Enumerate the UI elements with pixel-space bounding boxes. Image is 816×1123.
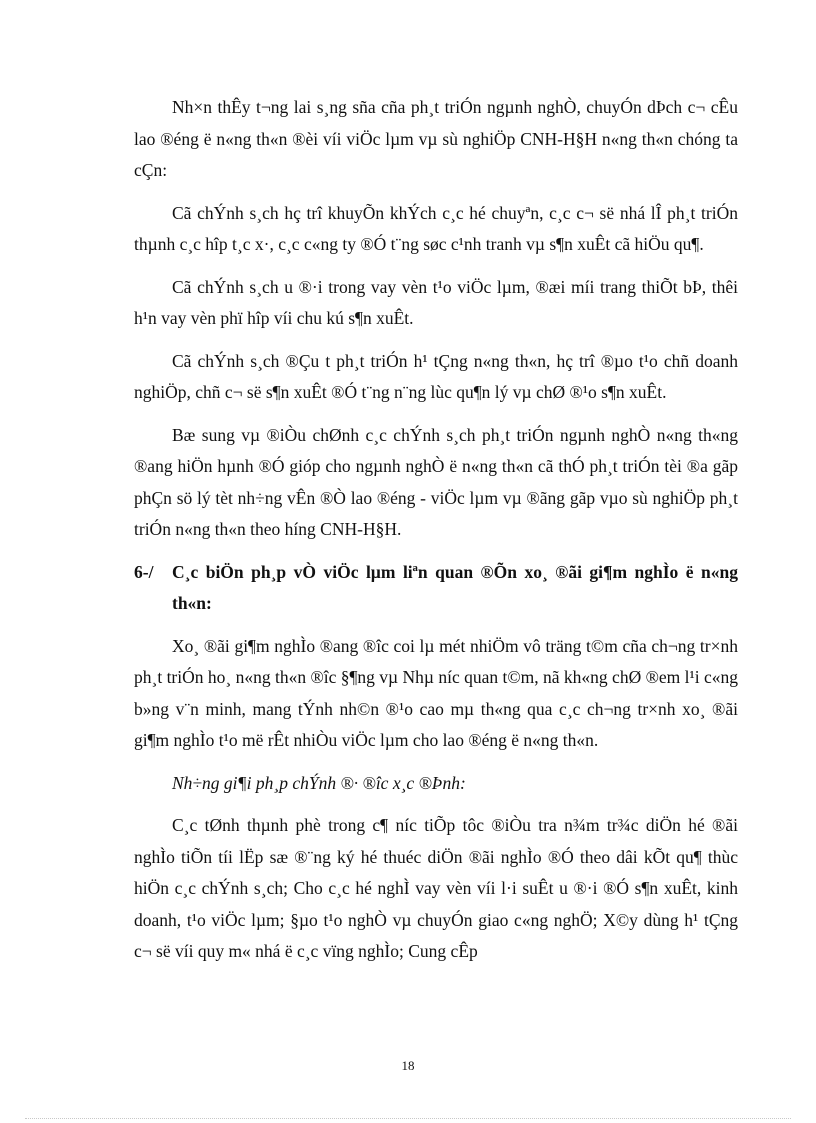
paragraph: Cã chÝnh s¸ch hç trî khuyÕn khÝch c¸c hé chuyªn, c¸c c¬ së nhá lÎ ph¸t triÓn thµnh c¸c hîp t¸c x·, c¸c c«ng ty ®Ó t¨ng søc c¹nh tranh vµ s¶n xuÊt cã hiÖu qu¶. xyxy=(134,202,738,254)
page-number: 18 xyxy=(401,1058,415,1073)
paragraph: C¸c tØnh thµnh phè trong c¶ níc tiÕp tôc ®iÒu tra n¾m tr¾c diÖn hé ®ãi nghÌo tiÕn tíi lËp sæ ®¨ng ký hé thuéc diÖn ®ãi nghÌo ®Ó theo dâi kÕt qu¶ thùc hiÖn c¸c chÝnh s¸ch; Cho c¸c hé nghÌ vay vèn víi l·i suÊt u ®·i ®Ó s¶n xuÊt, kinh doanh, t¹o viÖc lµm; §µo t¹o nghÒ vµ chuyÓn giao c«ng nghÖ; X©y dùng h¹ tÇng c¬ së víi quy m« nhá ë c¸c vïng nghÌo; Cung cÊp xyxy=(134,815,738,961)
section-heading xyxy=(134,557,738,620)
paragraph: Nh×n thÊy t¬ng lai s¸ng sña cña ph¸t triÓn ngµnh nghÒ, chuyÓn dÞch c¬ cÊu lao ®éng ë n«ng th«n ®èi víi viÖc lµm vµ sù nghiÖp CNH-H§H n«ng th«n chóng ta cÇn: xyxy=(134,97,738,180)
paragraph: Xo¸ ®ãi gi¶m nghÌo ®ang ®îc coi lµ mét nhiÖm vô träng t©m cña ch¬ng tr×nh ph¸t triÓn ho¸ n«ng th«n ®îc §¶ng vµ Nhµ níc quan t©m, nã kh«ng chØ ®em l¹i c«ng b»ng v¨n minh, mang tÝnh nh©n ®¹o cao mµ th«ng qua c¸c ch¬ng tr×nh xo¸ ®ãi gi¶m nghÌo t¹o më rÊt nhiÒu viÖc lµm cho lao ®éng ë n«ng th«n. xyxy=(134,635,738,750)
paragraph: Cã chÝnh s¸ch ®Çu t ph¸t triÓn h¹ tÇng n«ng th«n, hç trî ®µo t¹o chñ doanh nghiÖp, chñ c¬ së s¶n xuÊt ®Ó t¨ng n¨ng lùc qu¶n lý vµ chØ ®¹o s¶n xuÊt. xyxy=(134,350,738,402)
body-text xyxy=(134,92,738,979)
italic-subheading: Nh÷ng gi¶i ph¸p chÝnh ®· ®îc x¸c ®Þnh: xyxy=(172,772,466,793)
paragraph: Bæ sung vµ ®iÒu chØnh c¸c chÝnh s¸ch ph¸t triÓn ngµnh nghÒ n«ng th«ng ®ang hiÖn hµnh ®Ó gióp cho ngµnh nghÒ ë n«ng th«n cã thÓ ph¸t triÓn tèi ®a gãp phÇn sö lý tèt nh÷ng vÊn ®Ò lao ®éng - viÖc lµm vµ ®ãng gãp vµo sù nghiÖp ph¸t triÓn n«ng th«n theo híng CNH-H§H. xyxy=(134,424,738,539)
page-bottom-divider xyxy=(25,1118,791,1119)
section-number: 6-/ xyxy=(134,561,154,582)
paragraph: Cã chÝnh s¸ch u ®·i trong vay vèn t¹o viÖc lµm, ®æi míi trang thiÕt bÞ, thêi h¹n vay vèn phï hîp víi chu kú s¶n xuÊt. xyxy=(134,276,738,328)
section-title: C¸c biÖn ph¸p vÒ viÖc lµm liªn quan ®Õn xo¸ ®ãi gi¶m nghÌo ë n«ng th«n: xyxy=(172,561,738,613)
